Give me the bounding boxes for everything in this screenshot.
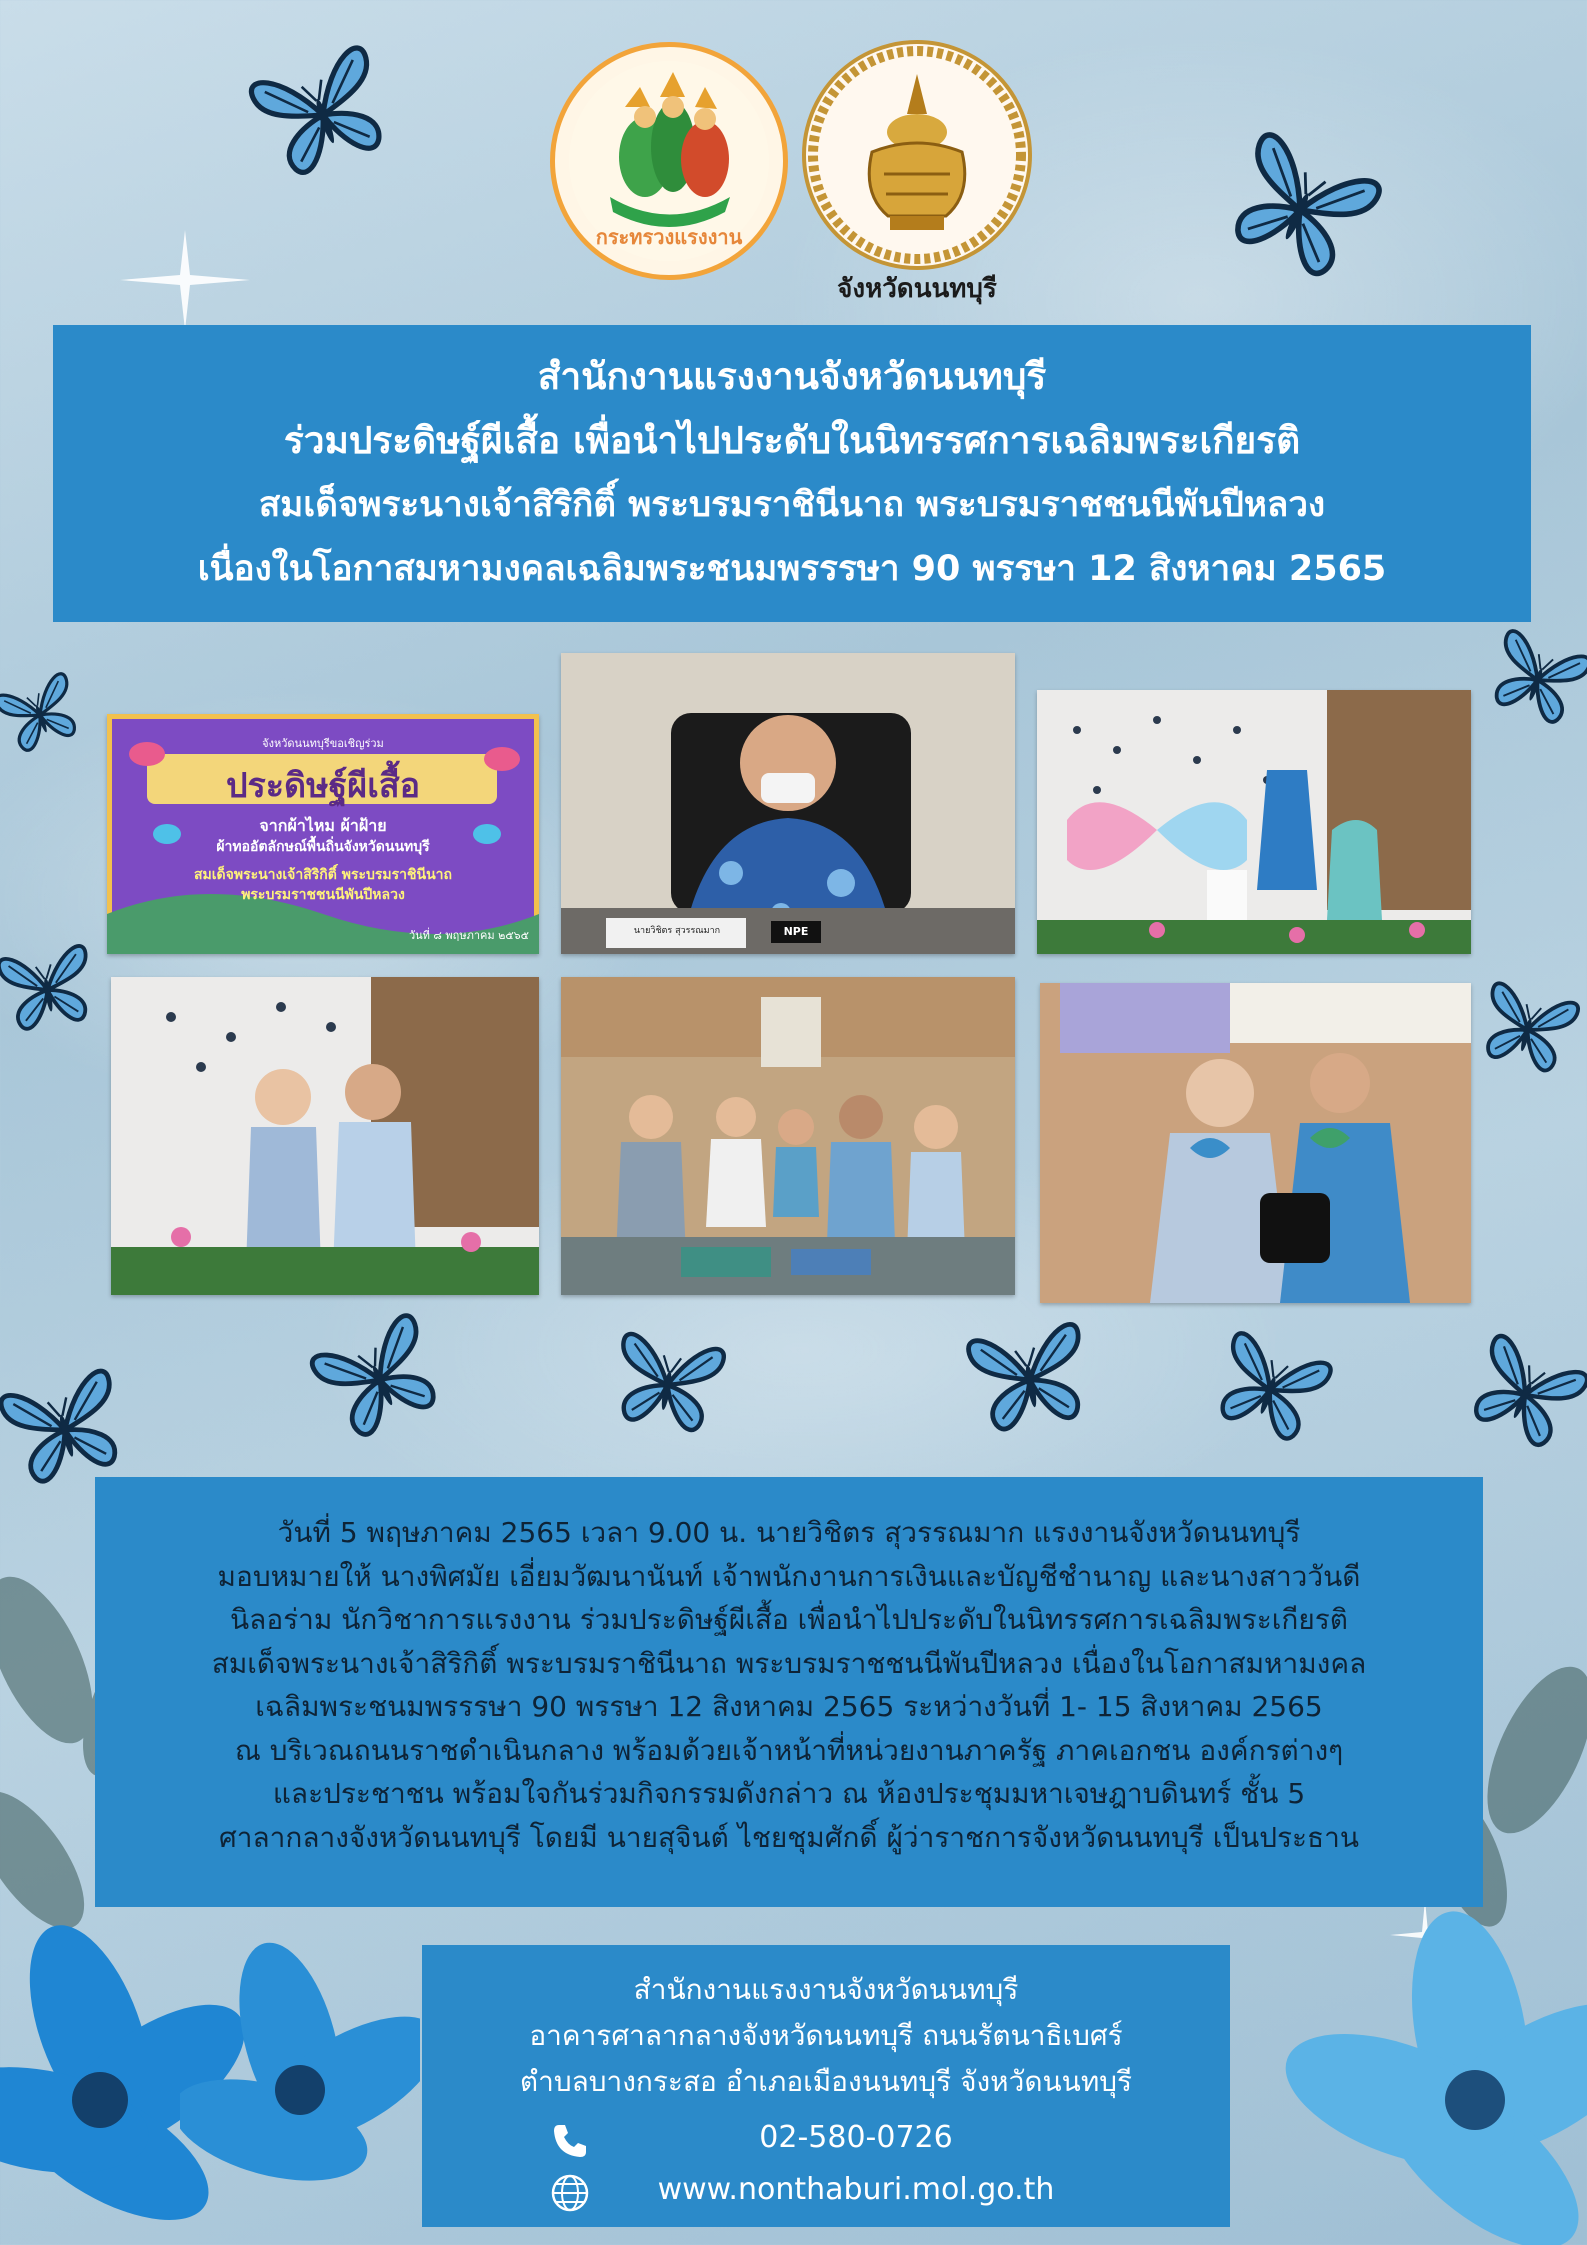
- headline-banner: [53, 325, 1531, 622]
- phone-number[interactable]: 02-580-0726: [759, 2120, 953, 2155]
- poster-line-4: พระบรมราชชนนีพันปีหลวง: [241, 887, 405, 903]
- staff-with-display-photo: [111, 977, 539, 1295]
- contact-address-2: ตำบลบางกระสอ อำเภอเมืองนนทบุรี จังหวัดนนทบุรี: [519, 2065, 1133, 2098]
- butterfly-icon: [236, 22, 409, 207]
- phone-icon: [550, 2121, 590, 2161]
- ministry-of-labour-logo: [550, 42, 788, 280]
- butterfly-icon: [1467, 965, 1587, 1096]
- headline-line-3: สมเด็จพระนางเจ้าสิริกิติ์ พระบรมราชินีนาถ พระบรมราชชนนีพันปีหลวง: [258, 485, 1326, 525]
- website-link[interactable]: www.nonthaburi.mol.go.th: [657, 2172, 1055, 2207]
- contact-org: สำนักงานแรงงานจังหวัดนนทบุรี: [633, 1973, 1019, 2006]
- poster-line-3: สมเด็จพระนางเจ้าสิริกิติ์ พระบรมราชินีนาถ: [193, 867, 452, 883]
- description-line-1: วันที่ 5 พฤษภาคม 2565 เวลา 9.00 น. นายวิชิตร สุวรรณมาก แรงงานจังหวัดนนทบุรี: [277, 1516, 1301, 1549]
- description-line-3: นิลอร่าม นักวิชาการแรงงาน ร่วมประดิษฐ์ผีเสื้อ เพื่อนำไปประดับในนิทรรศการเฉลิมพระเกียรติ: [230, 1603, 1348, 1636]
- butterfly-icon: [300, 1300, 459, 1459]
- crafting-photo: [1040, 983, 1471, 1303]
- headline-line-2: ร่วมประดิษฐ์ผีเสื้อ เพื่อนำไปประดับในนิทรรศการเฉลิมพระเกียรติ: [283, 419, 1301, 462]
- butterfly-icon: [1198, 113, 1402, 308]
- description-line-6: ณ บริเวณถนนราชดำเนินกลาง พร้อมด้วยเจ้าหน้าที่หน่วยงานภาครัฐ ภาคเอกชน องค์กรต่างๆ: [234, 1733, 1344, 1767]
- poster-top-line: จังหวัดนนทบุรีขอเชิญร่วม: [262, 737, 384, 750]
- website-row: [422, 2167, 1230, 2213]
- butterfly-icon: [1195, 1318, 1345, 1462]
- event-poster-photo: [107, 714, 539, 954]
- poster-heading: ประดิษฐ์ผีเสื้อ: [225, 766, 421, 806]
- description-line-4: สมเด็จพระนางเจ้าสิริกิติ์ พระบรมราชินีนาถ พระบรมราชชนนีพันปีหลวง เนื่องในโอกาสมหามงคล: [211, 1646, 1367, 1680]
- group-photo: [561, 977, 1015, 1295]
- nonthaburi-province-seal: [802, 40, 1032, 270]
- contact-address-1: อาคารศาลากลางจังหวัดนนทบุรี ถนนรัตนาธิเบศร์: [529, 2019, 1123, 2052]
- description-line-5: เฉลิมพระชนมพรรรษา 90 พรรษา 12 สิงหาคม 2565 ระหว่างวันที่ 1- 15 สิงหาคม 2565: [255, 1690, 1323, 1723]
- nameplate-text: นายวิชิตร สุวรรณมาก: [633, 926, 721, 936]
- phone-row: [422, 2115, 1230, 2161]
- globe-icon: [550, 2173, 590, 2213]
- headline-line-4: เนื่องในโอกาสมหามงคลเฉลิมพระชนมพรรรษา 90 พรรษา 12 สิงหาคม 2565: [197, 549, 1387, 589]
- description-line-2: มอบหมายให้ นางพิศมัย เอี่ยมวัฒนานันท์ เจ้าพนักงานการเงินและบัญชีชำนาญ และนางสาววันดี: [217, 1559, 1361, 1593]
- sparkle-icon: [120, 230, 250, 330]
- flower-decoration: [180, 1890, 420, 2245]
- headline-line-1: สำนักงานแรงงานจังหวัดนนทบุรี: [537, 355, 1047, 398]
- butterfly-icon: [1474, 612, 1587, 748]
- province-caption: จังหวัดนนทบุรี: [837, 274, 997, 304]
- butterfly-icon: [591, 1319, 743, 1451]
- butterfly-icon: [0, 645, 98, 785]
- description-line-8: ศาลากลางจังหวัดนนทบุรี โดยมี นายสุจินต์ ไชยชุมศักดิ์ ผู้ว่าราชการจังหวัดนนทบุรี เป็นประธาน: [218, 1820, 1360, 1854]
- poster-line-2: ผ้าทออัตลักษณ์พื้นถิ่นจังหวัดนนทบุรี: [216, 839, 430, 855]
- meeting-photo: [561, 653, 1015, 954]
- logo-caption: กระทรวงแรงงาน: [595, 225, 743, 249]
- butterfly-icon: [960, 1310, 1099, 1449]
- description-panel: [95, 1477, 1483, 1907]
- desk-sign-text: NPE: [783, 925, 809, 938]
- butterfly-icon: [0, 923, 105, 1058]
- poster-date: วันที่ ๘ พฤษภาคม ๒๕๖๕: [408, 929, 529, 942]
- contact-panel: [422, 1945, 1230, 2227]
- butterfly-display-photo: [1037, 690, 1471, 954]
- butterfly-icon: [1447, 1320, 1587, 1470]
- description-line-7: และประชาชน พร้อมใจกันร่วมกิจกรรมดังกล่าว ณ ห้องประชุมมหาเจษฎาบดินทร์ ชั้น 5: [272, 1777, 1306, 1810]
- poster-line-1: จากผ้าไหม ผ้าฝ้าย: [259, 816, 387, 835]
